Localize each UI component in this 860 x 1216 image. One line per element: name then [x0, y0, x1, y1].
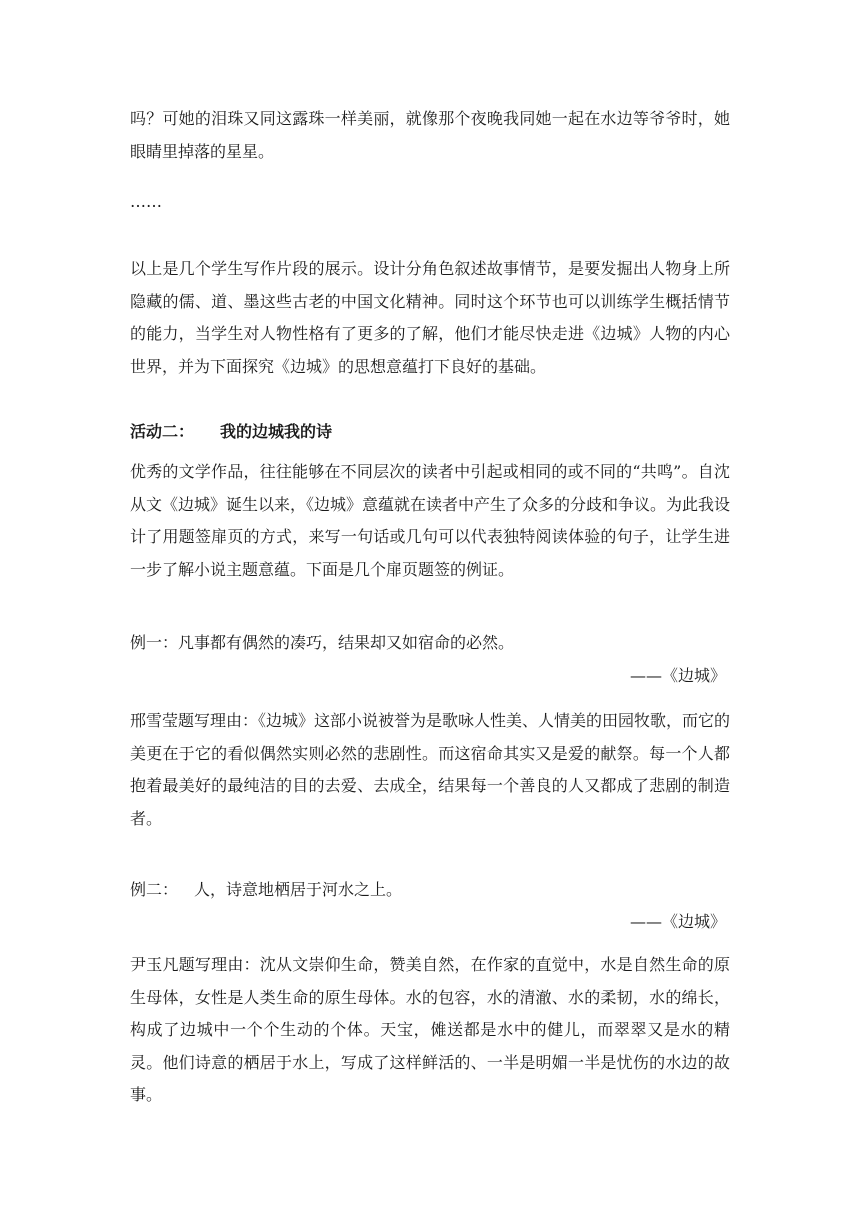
example-one-reason: 邢雪莹题写理由：《边城》这部小说被誉为是歌咏人性美、人情美的田园牧歌，而它的美更在于它的看似偶然实则必然的悲剧性。而这宿命其实又是爱的献祭。每一个人都抱着最美好的最纯洁的目的去爱、去成全，结果每一个善良的人又都成了悲剧的制造者。 — [130, 711, 731, 828]
activity-title: 我的边城我的诗 — [220, 422, 333, 441]
activity-heading — [130, 418, 332, 446]
example-two-source: ——《边城》 — [629, 912, 726, 931]
intro-paragraph: 吗？可她的泪珠又同这露珠一样美丽，就像那个夜晚我同她一起在水边等爷爷时，她眼睛里掉落的星星。 — [130, 109, 730, 161]
example-one-quote — [130, 627, 730, 660]
document-page — [130, 0, 730, 1216]
example-two-quote-text: 人，诗意地栖居于河水之上。 — [194, 880, 403, 899]
example-one-label: 例一： — [130, 633, 179, 652]
example-one-quote-text: 凡事都有偶然的凑巧，结果却又如宿命的必然。 — [178, 633, 515, 652]
example-two-quote — [130, 874, 730, 907]
activity-label: 活动二： — [130, 422, 195, 441]
example-one-source: ——《边城》 — [629, 666, 726, 685]
example-two-label: 例二： — [130, 880, 179, 899]
summary-paragraph: 以上是几个学生写作片段的展示。设计分角色叙述故事情节，是要发掘出人物身上所隐藏的儒、道、墨这些古老的中国文化精神。同时这个环节也可以训练学生概括情节的能力，当学生对人物性格有了更多的了解，他们才能尽快走进《边城》人物的内心世界，并为下面探究《边城》的思想意蕴打下良好的基础。 — [130, 259, 730, 376]
activity-intro-paragraph: 优秀的文学作品，往往能够在不同层次的读者中引起或相同的或不同的“共鸣”。自沈从文《边城》诞生以来，《边城》意蕴就在读者中产生了众多的分歧和争议。为此我设计了用题签扉页的方式，来写一句话或几句可以代表独特阅读体验的句子，让学生进一步了解小说主题意蕴。下面是几个扉页题签的例证。 — [130, 462, 731, 579]
ellipsis: …… — [130, 192, 162, 211]
example-two-reason: 尹玉凡题写理由：沈从文崇仰生命，赞美自然，在作家的直觉中，水是自然生命的原生母体，女性是人类生命的原生母体。水的包容，水的清澈、水的柔韧，水的绵长，构成了边城中一个个生动的个体。天宝，傩送都是水中的健儿，而翠翠又是水的精灵。他们诗意的栖居于水上，写成了这样鲜活的、一半是明媚一半是忧伤的水边的故事。 — [130, 955, 730, 1104]
